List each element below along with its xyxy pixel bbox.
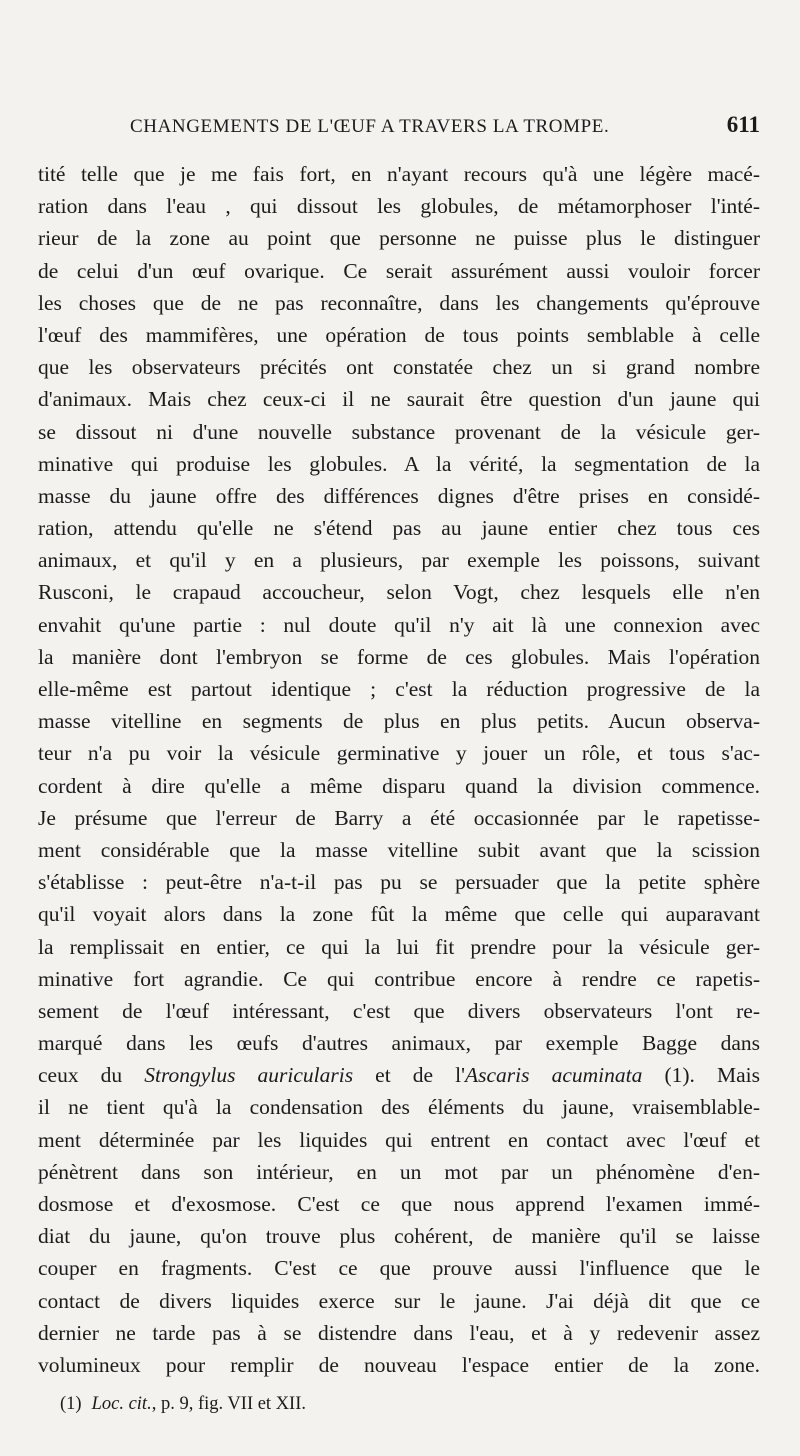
footnote (60, 1394, 306, 1415)
text-line: ment déterminée par les liquides qui entrent en contact avec l'œuf et (38, 1127, 760, 1152)
text-line: ment considérable que la masse vitelline subit avant que la scission (38, 837, 760, 862)
page-number: 611 (726, 112, 760, 137)
text-line: ration dans l'eau , qui dissout les globules, de métamorphoser l'inté- (38, 194, 760, 219)
text-line: teur n'a pu voir la vésicule germinative y jouer un rôle, et tous s'ac- (38, 741, 760, 766)
running-head: CHANGEMENTS DE L'ŒUF A TRAVERS LA TROMPE. (130, 116, 610, 137)
text-segment: (1). Mais (642, 1063, 760, 1088)
text-line: pénètrent dans son intérieur, en un mot par un phénomène d'en- (38, 1159, 760, 1184)
text-line: la remplissait en entier, ce qui la lui fit prendre pour la vésicule ger- (38, 934, 760, 959)
text-segment: ceux du (38, 1063, 145, 1088)
text-line-with-italics (38, 1059, 760, 1091)
text-line: dosmose et d'exosmose. C'est ce que nous apprend l'examen immé- (38, 1192, 760, 1216)
page-header (38, 112, 760, 148)
text-line: de celui d'un œuf ovarique. Ce serait assurément aussi vouloir forcer (38, 258, 760, 283)
text-line: diat du jaune, qu'on trouve plus cohérent, de manière qu'il se laisse (38, 1224, 760, 1249)
text-line: qu'il voyait alors dans la zone fût la même que celle qui auparavant (38, 902, 760, 927)
footnote-text: , p. 9, fig. VII et XII. (151, 1394, 307, 1414)
text-line: contact de divers liquides exerce sur le jaune. J'ai déjà dit que ce (38, 1288, 760, 1313)
text-line: l'œuf des mammifères, une opération de tous points semblable à celle (38, 322, 760, 347)
body-text (38, 158, 760, 1381)
text-line: couper en fragments. C'est ce que prouve aussi l'influence que le (38, 1256, 760, 1281)
text-line: la manière dont l'embryon se forme de ces globules. Mais l'opération (38, 644, 760, 669)
text-line: s'établisse : peut-être n'a-t-il pas pu se persuader que la petite sphère (38, 870, 760, 895)
text-line: volumineux pour remplir de nouveau l'espace entier de la zone. (38, 1352, 760, 1377)
text-line: tité telle que je me fais fort, en n'ayant recours qu'à une légère macé- (38, 162, 760, 186)
text-line: marqué dans les œufs d'autres animaux, par exemple Bagge dans (38, 1031, 760, 1056)
text-line: les choses que de ne pas reconnaître, dans les changements qu'éprouve (38, 290, 760, 315)
text-line: sement de l'œuf intéressant, c'est que divers observateurs l'ont re- (38, 998, 760, 1023)
text-line: envahit qu'une partie : nul doute qu'il n'y ait là une connexion avec (38, 612, 760, 637)
text-line: animaux, et qu'il y en a plusieurs, par exemple les poissons, suivant (38, 548, 760, 573)
text-line: elle-même est partout identique ; c'est la réduction progressive de la (38, 677, 760, 701)
text-line: dernier ne tarde pas à se distendre dans l'eau, et à y redevenir assez (38, 1320, 760, 1345)
text-line: cordent à dire qu'elle a même disparu quand la division commence. (38, 773, 760, 798)
text-line: que les observateurs précités ont constatée chez un si grand nombre (38, 355, 760, 380)
species-name: Strongylus auricularis (144, 1063, 354, 1088)
text-line: d'animaux. Mais chez ceux-ci il ne saurait être question d'un jaune qui (38, 387, 760, 412)
text-line: Je présume que l'erreur de Barry a été occasionnée par le rapetisse- (38, 805, 760, 830)
text-line: rieur de la zone au point que personne ne puisse plus le distinguer (38, 226, 760, 251)
text-line: se dissout ni d'une nouvelle substance provenant de la vésicule ger- (38, 419, 760, 444)
text-line: masse vitelline en segments de plus en plus petits. Aucun observa- (38, 709, 760, 734)
text-line: ration, attendu qu'elle ne s'étend pas au jaune entier chez tous ces (38, 516, 760, 541)
text-line: Rusconi, le crapaud accoucheur, selon Vogt, chez lesquels elle n'en (38, 580, 760, 605)
footnote-citation: Loc. cit. (91, 1394, 152, 1414)
text-line: il ne tient qu'à la condensation des éléments du jaune, vraisemblable- (38, 1095, 760, 1120)
species-name: Ascaris acuminata (465, 1063, 643, 1088)
text-line: minative fort agrandie. Ce qui contribue encore à rendre ce rapetis- (38, 966, 760, 991)
text-line: minative qui produise les globules. A la vérité, la segmentation de la (38, 451, 760, 476)
text-segment: et de l' (353, 1063, 466, 1088)
footnote-label: (1) (60, 1394, 82, 1414)
text-line: masse du jaune offre des différences dignes d'être prises en considé- (38, 483, 760, 508)
